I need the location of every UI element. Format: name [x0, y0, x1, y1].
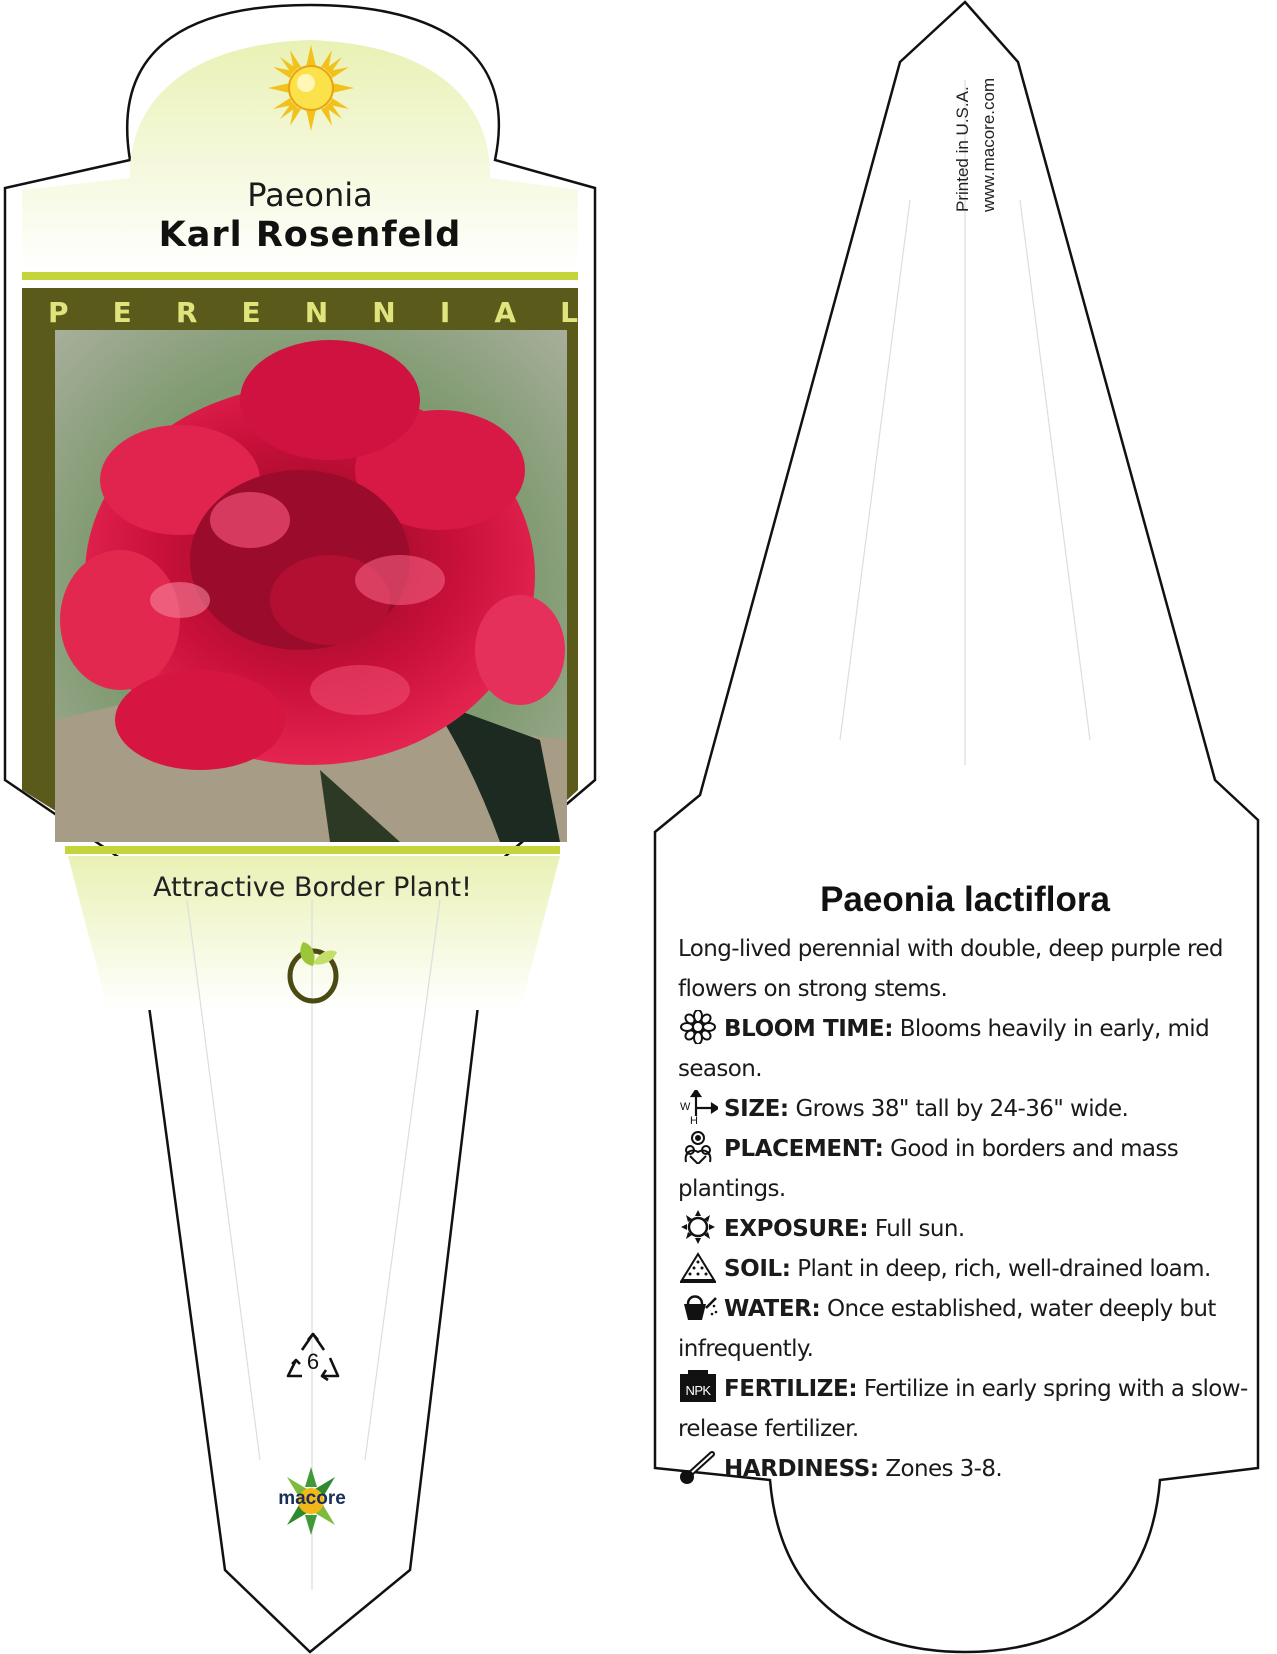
printed-in-line: Printed in U.S.A. — [953, 86, 972, 212]
category-letter: E — [112, 296, 132, 329]
description: Long-lived perennial with double, deep purple red flowers on strong stems. — [678, 936, 1223, 1002]
care-row-size — [678, 1089, 1258, 1129]
npk-icon — [678, 1370, 718, 1404]
website-line: www.macore.com — [979, 77, 998, 212]
category-letter: R — [175, 296, 198, 329]
brand-name: macore — [278, 1488, 346, 1509]
care-text: Once established, water deeply but infrequently. — [678, 1296, 1216, 1362]
watering-can-icon — [678, 1290, 718, 1324]
plant-genus: Paeonia — [247, 176, 373, 214]
care-label: HARDINESS: — [724, 1456, 879, 1482]
category-label — [48, 296, 578, 329]
thermometer-icon — [678, 1450, 718, 1484]
soil-icon — [678, 1250, 718, 1284]
category-letter: I — [439, 296, 451, 329]
care-label: PLACEMENT: — [724, 1136, 884, 1162]
care-row-fertilize — [678, 1369, 1258, 1449]
svg-text:W: W — [680, 1101, 690, 1113]
care-label: BLOOM TIME: — [724, 1016, 894, 1042]
care-text: Zones 3-8. — [885, 1456, 1003, 1482]
sprout-icon — [283, 934, 343, 1004]
size-icon — [678, 1090, 718, 1124]
care-label: SIZE: — [724, 1096, 789, 1122]
care-text: Grows 38" tall by 24-36" wide. — [795, 1096, 1129, 1122]
sun-outline-icon — [678, 1210, 718, 1244]
care-label: WATER: — [724, 1296, 821, 1322]
care-row-placement — [678, 1129, 1258, 1209]
care-row-water — [678, 1289, 1258, 1369]
care-row-exposure — [678, 1209, 1258, 1249]
care-instructions — [678, 929, 1258, 1489]
species-name: Paeonia lactiflora — [820, 880, 1110, 919]
category-letter: E — [241, 296, 261, 329]
care-text: Full sun. — [874, 1216, 965, 1242]
placement-icon — [678, 1130, 718, 1164]
category-letter: L — [560, 296, 578, 329]
care-row-bloom-time — [678, 1009, 1258, 1089]
category-letter: P — [48, 296, 69, 329]
care-text: Fertilize in early spring with a slow-release fertilizer. — [678, 1376, 1248, 1442]
recycle-code: 6 — [306, 1349, 320, 1374]
tagline: Attractive Border Plant! — [153, 872, 472, 903]
plant-cultivar: Karl Rosenfeld — [158, 215, 462, 255]
care-text: Good in borders and mass plantings. — [678, 1136, 1179, 1202]
care-row-hardiness — [678, 1449, 1258, 1489]
care-label: EXPOSURE: — [724, 1216, 869, 1242]
npk-text: NPK — [685, 1383, 711, 1398]
svg-text:H: H — [690, 1115, 698, 1124]
flower-icon — [678, 1010, 718, 1044]
category-letter: N — [304, 296, 329, 329]
care-row-soil — [678, 1249, 1258, 1289]
care-label: SOIL: — [724, 1256, 791, 1282]
care-text: Plant in deep, rich, well-drained loam. — [797, 1256, 1211, 1282]
sun-icon — [268, 45, 354, 131]
care-text: Blooms heavily in early, mid season. — [678, 1016, 1210, 1082]
category-letter: A — [494, 296, 516, 329]
printed-in-label — [950, 0, 1010, 212]
category-letter: N — [372, 296, 396, 329]
care-label: FERTILIZE: — [724, 1376, 858, 1402]
